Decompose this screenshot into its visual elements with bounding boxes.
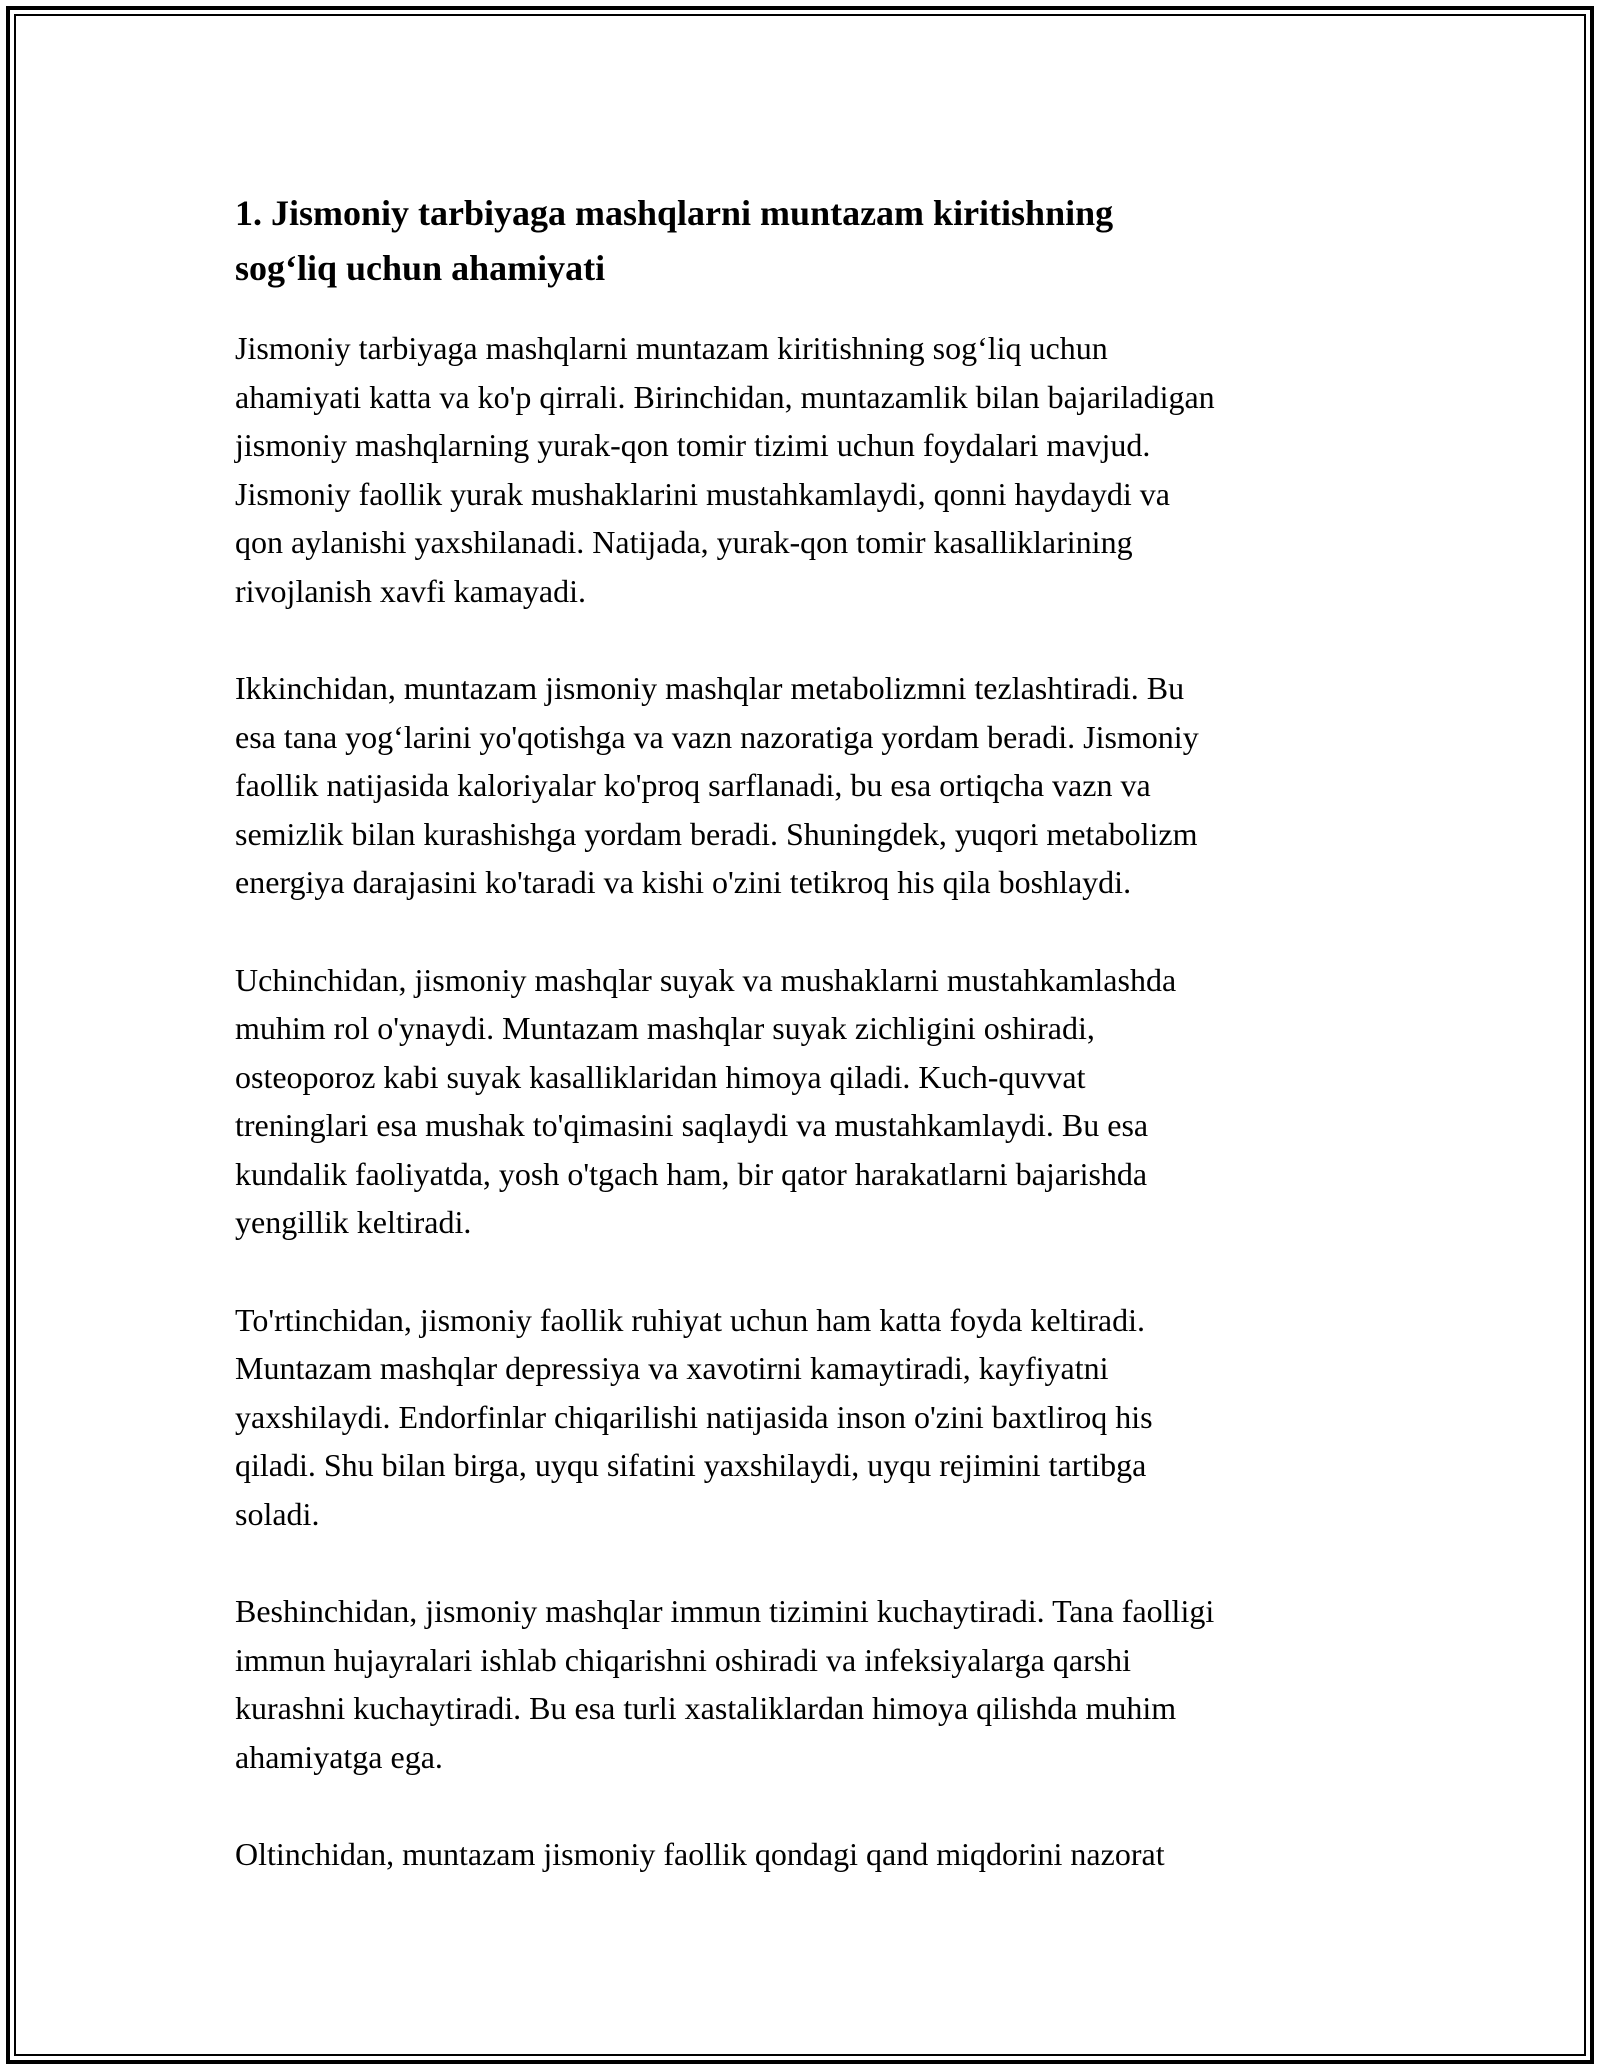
paragraph-3: Uchinchidan, jismoniy mashqlar suyak va mushaklarni mustahkamlashda muhim rol o'ynaydi. Muntazam mashqlar suyak zichligini oshiradi, osteoporoz kabi suyak kasalliklaridan himoya qiladi. Kuch-quvvat treninglari esa mushak to'qimasini saqlaydi va mustahkamlaydi. Bu esa kundalik faoliyatda, yosh o'tgach ham, bir qator harakatlarni bajarishda yengillik keltiradi. <box>235 961 1177 1240</box>
document-body <box>235 186 1385 1879</box>
paragraph-5: Beshinchidan, jismoniy mashqlar immun tizimini kuchaytiradi. Tana faolligi immun hujayralari ishlab chiqarishni oshiradi va infeksiyalarga qarshi kurashni kuchaytiradi. Bu esa turli xastaliklardan himoya qilishda muhim ahamiyatga ega. <box>235 1593 1215 1775</box>
section-heading: 1. Jismoniy tarbiyaga mashqlarni muntazam kiritishning sog‘liq uchun ahamiyati <box>235 193 1114 288</box>
paragraph-4: To'rtinchidan, jismoniy faollik ruhiyat uchun ham katta foyda keltiradi. Muntazam mashqlar depressiya va xavotirni kamaytiradi, kayfiyatni yaxshilaydi. Endorfinlar chiqarilishi natijasida inson o'zini baxtliroq his qiladi. Shu bilan birga, uyqu sifatini yaxshilaydi, uyqu rejimini tartibga soladi. <box>235 1301 1153 1532</box>
paragraph-1: Jismoniy tarbiyaga mashqlarni muntazam kiritishning sog‘liq uchun ahamiyati katta va ko'p qirrali. Birinchidan, muntazamlik bilan bajariladigan jismoniy mashqlarning yurak-qon tomir tizimi uchun foydalari mavjud. Jismoniy faollik yurak mushaklarini mustahkamlaydi, qonni haydaydi va qon aylanishi yaxshilanadi. Natijada, yurak-qon tomir kasalliklarining rivojlanish xavfi kamayadi. <box>235 330 1215 609</box>
paragraph-2: Ikkinchidan, muntazam jismoniy mashqlar metabolizmni tezlashtiradi. Bu esa tana yog‘larini yo'qotishga va vazn nazoratiga yordam beradi. Jismoniy faollik natijasida kaloriyalar ko'proq sarflanadi, bu esa ortiqcha vazn va semizlik bilan kurashishga yordam beradi. Shuningdek, yuqori metabolizm energiya darajasini ko'taradi va kishi o'zini tetikroq his qila boshlaydi. <box>235 670 1199 900</box>
paragraph-6: Oltinchidan, muntazam jismoniy faollik qondagi qand miqdorini nazorat <box>235 1836 1165 1872</box>
